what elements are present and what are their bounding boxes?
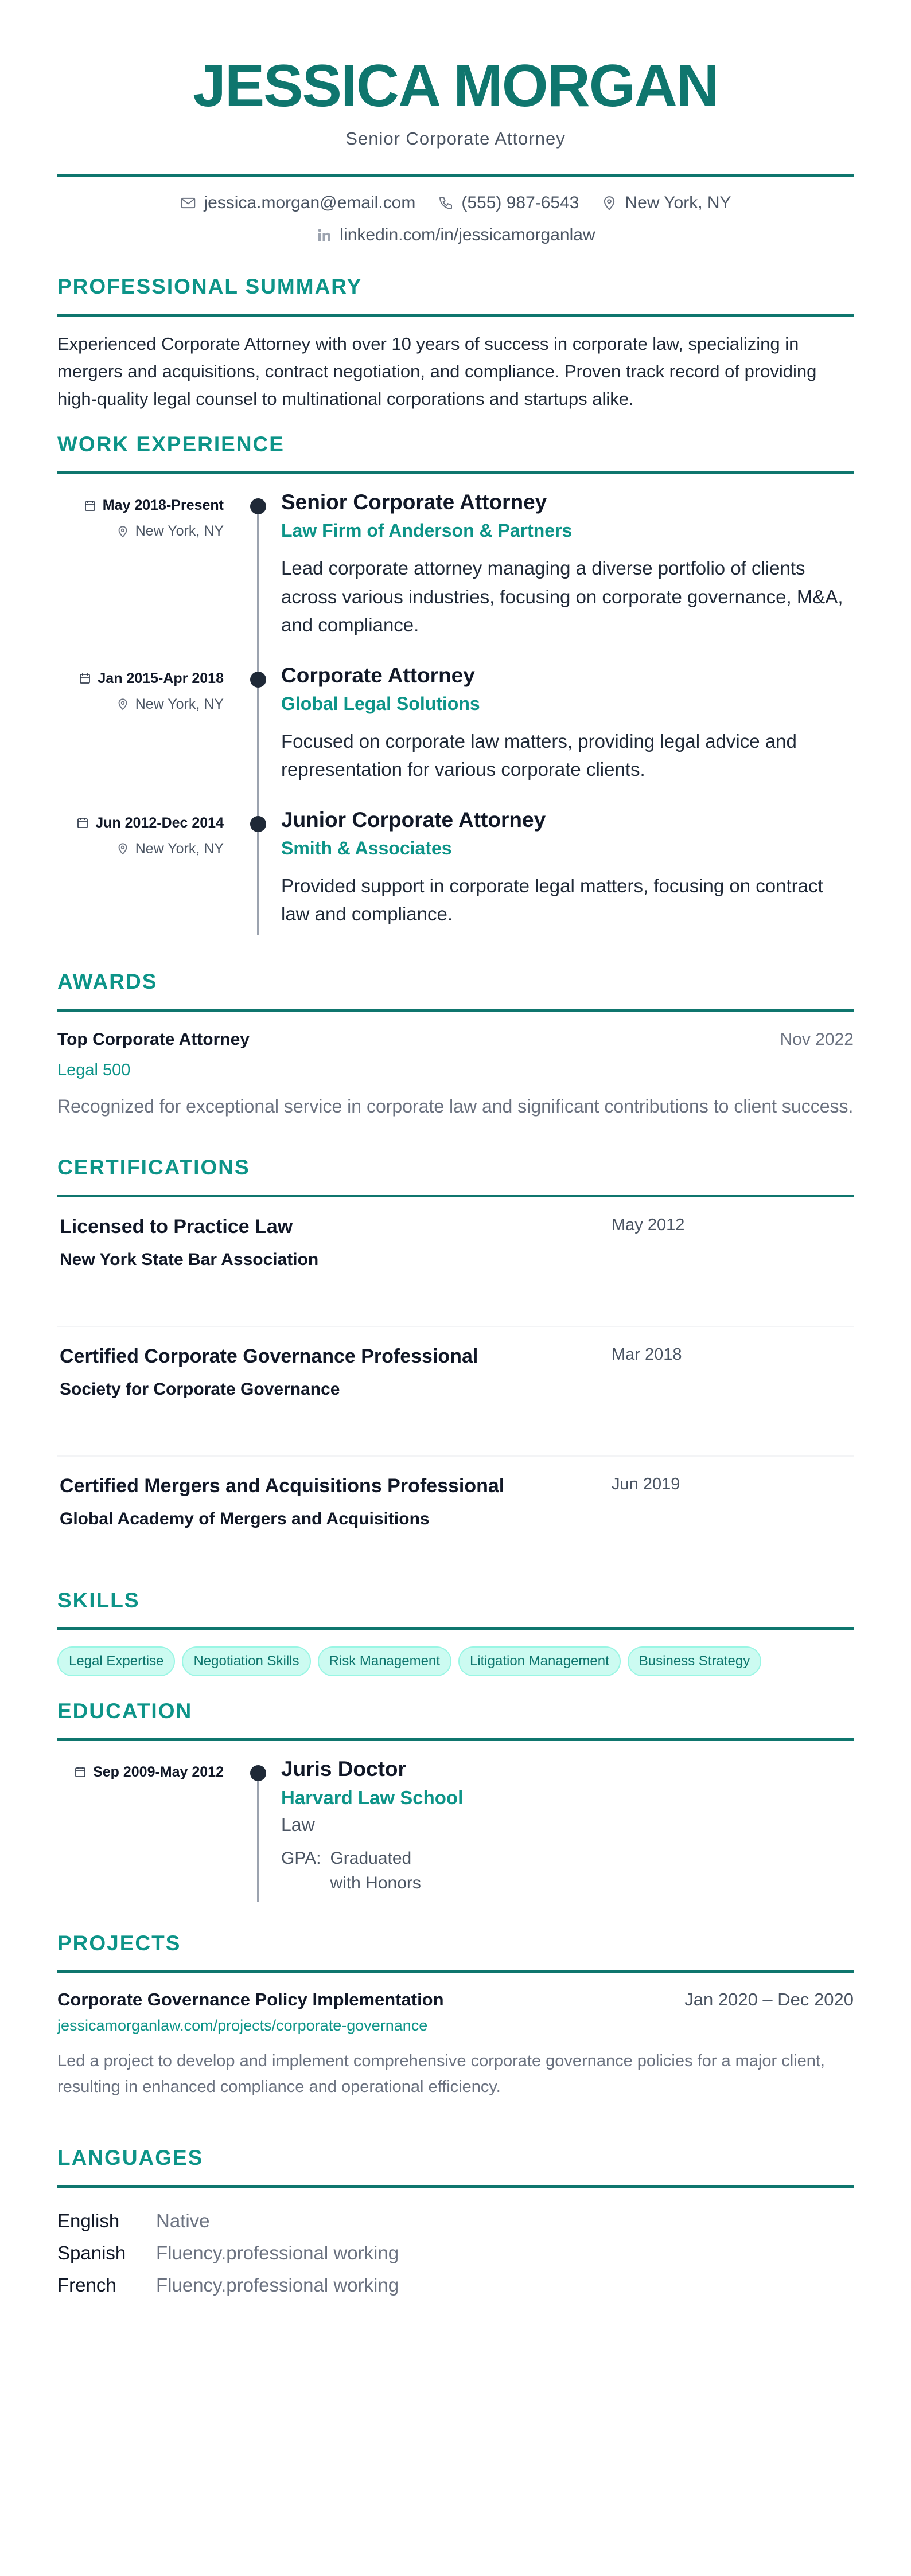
location-pin-icon [601,194,618,212]
projects-section [57,1931,854,2100]
header-divider [57,174,854,177]
location-pin-icon [116,525,130,538]
education-gpa [281,1846,854,1902]
location-pin-icon [116,842,130,856]
candidate-title: Senior Corporate Attorney [345,128,566,149]
experience-meta [57,808,224,935]
certification-date: Jun 2019 [612,1474,680,1493]
award-date: Nov 2022 [780,1029,854,1049]
education-item [57,1757,854,1902]
experience-date-text: Jun 2012-Dec 2014 [95,814,224,831]
experience-date [57,670,224,687]
project-item [57,1989,854,2100]
education-meta [57,1757,224,1902]
location-pin-icon [116,697,130,711]
section-divider [57,1970,854,1973]
email-text: jessica.morgan@email.com [204,193,416,212]
education-body [281,1757,854,1902]
certification-date: May 2012 [612,1215,685,1234]
job-description: Provided support in corporate legal matters, focusing on contract law and compliance. [281,875,823,925]
award-header [57,1030,854,1049]
certification-name: Licensed to Practice Law [60,1215,293,1238]
job-title: Senior Corporate Attorney [281,490,547,514]
certification-name: Certified Mergers and Acquisitions Professional [60,1474,505,1497]
section-title-languages: LANGUAGES [57,2145,204,2169]
skill-tag: Negotiation Skills [182,1646,310,1676]
experience-location [57,841,224,857]
language-level: Native [156,2210,210,2231]
experience-body [281,808,854,935]
experience-date [57,497,224,514]
certification-organization: New York State Bar Association [60,1250,319,1269]
resume-header [57,0,854,245]
job-company: Law Firm of Anderson & Partners [281,520,573,541]
contact-location [601,193,731,213]
phone-icon [437,194,454,212]
section-divider [57,1627,854,1630]
award-title: Top Corporate Attorney [57,1029,250,1049]
certification-item [57,1327,854,1457]
section-title-education: EDUCATION [57,1699,193,1723]
awards-section [57,970,854,1120]
language-level: Fluency.professional working [156,2242,399,2263]
contact-email[interactable] [180,193,415,213]
contact-row-2 [57,225,854,245]
timeline-dot [250,498,266,514]
certification-item [57,1197,854,1327]
experience-location-text: New York, NY [135,696,224,712]
job-company: Global Legal Solutions [281,693,480,714]
experience-item [57,663,854,808]
certifications-section [57,1156,854,1560]
location-text: New York, NY [625,193,731,212]
timeline-dot [250,1765,266,1781]
language-item [57,2205,854,2237]
experience-item [57,490,854,663]
education-date-text: Sep 2009-May 2012 [93,1763,224,1780]
job-description: Lead corporate attorney managing a diverse portfolio of clients across various industries, focusing on corporate governance, M&A, and compliance. [281,557,843,636]
section-title-summary: PROFESSIONAL SUMMARY [57,275,363,298]
section-title-awards: AWARDS [57,969,158,993]
section-divider [57,2185,854,2188]
education-field: Law [281,1814,315,1835]
education-date [57,1764,224,1781]
summary-section [57,275,854,413]
section-title-certifications: CERTIFICATIONS [57,1155,250,1179]
section-divider [57,314,854,317]
certification-date: Mar 2018 [612,1345,682,1364]
section-title-projects: PROJECTS [57,1931,181,1955]
experience-item [57,808,854,935]
experience-location-text: New York, NY [135,523,224,540]
experience-location-text: New York, NY [135,840,224,857]
language-level: Fluency.professional working [156,2274,399,2296]
skill-tag: Business Strategy [628,1646,761,1676]
project-title: Corporate Governance Policy Implementation [57,1989,444,2009]
candidate-name: JESSICA MORGAN [193,53,718,119]
phone-text: (555) 987-6543 [461,193,579,212]
linkedin-icon [316,227,333,244]
gpa-value: Graduated with Honors [330,1848,421,1893]
certification-organization: Global Academy of Mergers and Acquisitions [60,1509,430,1528]
job-company: Smith & Associates [281,837,452,858]
project-link[interactable]: jessicamorganlaw.com/projects/corporate-governance [57,2016,428,2034]
education-school: Harvard Law School [281,1786,464,1808]
section-title-experience: WORK EXPERIENCE [57,432,285,456]
experience-body [281,490,854,663]
skill-tag: Legal Expertise [57,1646,175,1676]
calendar-icon [73,1765,87,1779]
language-item [57,2269,854,2301]
job-description: Focused on corporate law matters, providing legal advice and representation for various corporate clients. [281,730,797,780]
award-description: Recognized for exceptional service in corporate law and significant contributions to client success. [57,1095,854,1117]
project-description: Led a project to develop and implement comprehensive corporate governance policies for a major client, resulting in enhanced compliance and operational efficiency. [57,2051,825,2096]
certification-item [57,1457,854,1560]
certification-name: Certified Corporate Governance Professional [60,1345,478,1367]
calendar-icon [83,499,97,513]
experience-timeline [57,490,854,935]
mail-icon [180,194,197,212]
job-title: Corporate Attorney [281,663,475,687]
experience-meta [57,663,224,808]
experience-location [57,696,224,713]
education-degree: Juris Doctor [281,1757,406,1781]
certification-list [57,1197,854,1560]
section-divider [57,1009,854,1012]
award-item [57,1030,854,1120]
education-section [57,1699,854,1902]
language-item [57,2237,854,2269]
project-header [57,1989,854,2010]
experience-body [281,663,854,808]
experience-section [57,432,854,935]
section-divider [57,1738,854,1741]
language-name: Spanish [57,2242,126,2263]
skill-tag: Risk Management [318,1646,451,1676]
contact-linkedin[interactable] [316,225,595,245]
skill-tag: Litigation Management [458,1646,621,1676]
experience-location [57,523,224,540]
summary-text: Experienced Corporate Attorney with over 10 years of success in corporate law, specializing in mergers and acquisitions, contract negotiation, and compliance. Proven track record of providing high-quality legal counsel to multinational corporations and startups alike. [57,334,817,409]
project-date: Jan 2020 – Dec 2020 [684,1989,854,2009]
contact-phone[interactable] [437,193,579,213]
education-timeline [57,1757,854,1902]
language-name: English [57,2210,120,2231]
language-name: French [57,2274,116,2296]
contact-row [57,193,854,213]
timeline-dot [250,672,266,688]
experience-date-text: May 2018-Present [102,497,224,514]
languages-section [57,2146,854,2301]
experience-date [57,815,224,832]
gpa-label: GPA: [281,1848,321,1868]
section-divider [57,471,854,474]
skills-section [57,1588,854,1676]
certification-organization: Society for Corporate Governance [60,1379,340,1399]
experience-meta [57,490,224,663]
language-list [57,2205,854,2301]
skills-list [57,1646,854,1676]
calendar-icon [78,672,92,685]
linkedin-text: linkedin.com/in/jessicamorganlaw [340,225,595,244]
calendar-icon [76,816,89,830]
award-organization: Legal 500 [57,1060,131,1079]
experience-date-text: Jan 2015-Apr 2018 [98,670,224,686]
job-title: Junior Corporate Attorney [281,807,546,832]
timeline-dot [250,816,266,832]
section-title-skills: SKILLS [57,1588,140,1612]
